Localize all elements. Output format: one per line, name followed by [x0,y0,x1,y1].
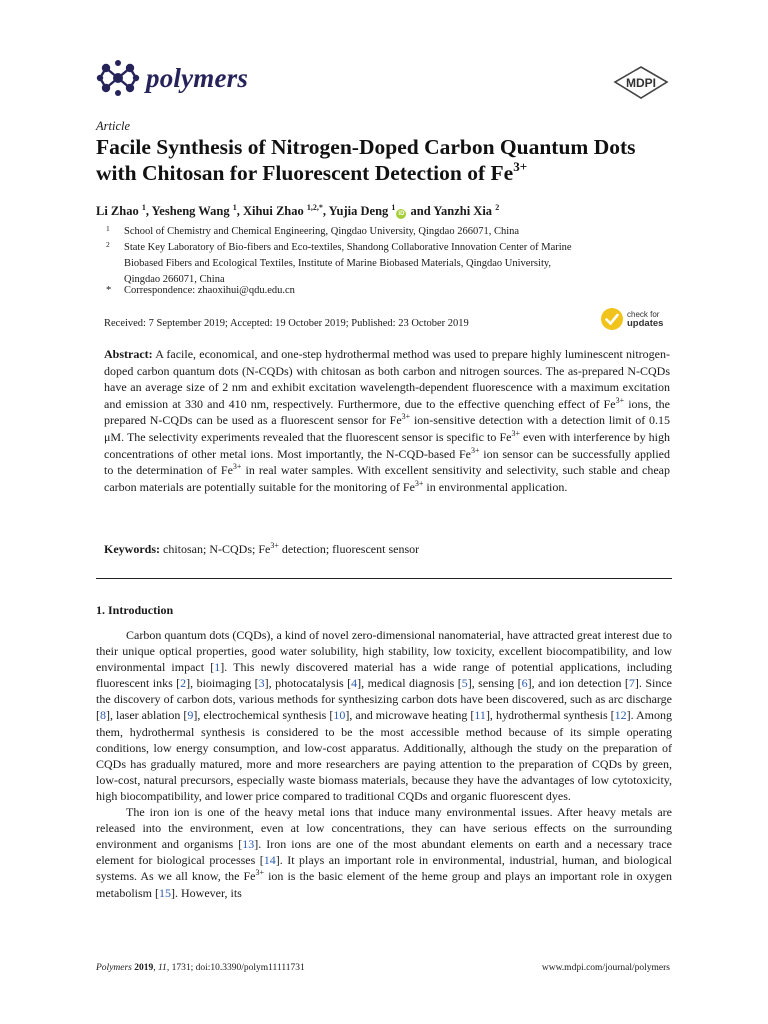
title-superscript: 3+ [513,159,528,174]
footer-volume: 11 [158,963,167,973]
text-run: in real water samples. With excellent sensitivity and selectivity, such stable and cheap carbon materials are potentially suitable for the monitoring of Fe [104,463,670,494]
affiliation-number: 1 [106,224,110,233]
text-run: ion-sensitive detection with a detection limit of 0.15 μM. The selectivity experiments revealed that the fluorescent sensor is specific to Fe [104,413,670,444]
affiliation-number: 2 [106,240,110,249]
publication-dates: Received: 7 September 2019; Accepted: 19 October 2019; Published: 23 October 2019 [104,318,469,329]
citation-link[interactable]: 2 [180,676,187,691]
text-run: ]. Iron ions are one of the most abundant elements on earth and a necessary trace element for biological processes [ [96,837,672,868]
keywords-body [160,542,419,556]
polymers-logo-icon [96,58,140,98]
check-updates-label [627,310,663,328]
citation-link[interactable]: 11 [474,708,486,723]
citation-link[interactable]: 1 [214,660,221,675]
superscript: 3+ [270,541,279,550]
journal-name: polymers [146,62,249,93]
author-name[interactable]: Li Zhao [96,204,142,218]
text-run: ], and ion detection [ [527,676,629,691]
paragraph [96,804,672,901]
citation-link[interactable]: 12 [614,708,627,723]
author-name[interactable]: Xihui Zhao [242,204,307,218]
affiliation-line: State Key Laboratory of Bio-fibers and Eco-textiles, Shandong Collaborative Innovation Center of Marine [124,242,572,253]
citation-link[interactable]: 10 [333,708,346,723]
superscript: 3+ [615,395,625,405]
citation-link[interactable]: 9 [187,708,194,723]
footer-journal: Polymers [96,963,132,973]
author-separator: , [322,204,329,218]
affiliation-line: Biobased Fibers and Ecological Textiles, Institute of Marine Biobased Materials, Qingdao University, [124,258,552,269]
text-run: ], hydrothermal synthesis [ [485,708,615,723]
article-type: Article [96,119,131,133]
author-affiliation-marker: 1 [141,203,146,212]
author-affiliation-marker: 1,2,* [306,203,323,212]
section-heading: 1. Introduction [96,603,174,617]
affiliation-line[interactable]: Correspondence: zhaoxihui@qdu.edu.cn [124,285,295,296]
affiliation-line: Qingdao 266071, China [124,274,225,285]
abstract-label: Abstract: [104,347,153,361]
footer-journal-url[interactable]: www.mdpi.com/journal/polymers [541,963,670,973]
citation-link[interactable]: 13 [242,837,255,852]
text-run: in environmental application. [423,479,568,494]
citation-link[interactable]: 3 [258,676,265,691]
superscript: 3+ [414,478,424,488]
citation-link[interactable]: 7 [628,676,635,691]
title-text: Facile Synthesis of Nitrogen-Doped Carbon Quantum Dots with Chitosan for Fluorescent Detection of Fe [96,135,636,185]
text-run: A facile, economical, and one-step hydrothermal method was used to prepare highly luminescent nitrogen-doped carbon quantum dots (N-CQDs) with chitosan as both carbon and nitrogen sources. The as-prepared N-CQDs have an average size of 2 nm and exhibit excitation wavelength-dependent fluorescence with a maximum excitation and emission at 330 and 410 nm, respectively. Furthermore, due to the effective quenching effect of Fe [104,347,670,411]
citation-link[interactable]: 14 [263,853,276,868]
text-run: ], electrochemical synthesis [ [193,708,334,723]
author-separator: , [145,204,152,218]
affiliation-text [124,240,674,288]
abstract-body [104,347,670,494]
check-for-updates-button[interactable] [600,307,663,331]
text-run: ions, the prepared N-CQDs can be used as a fluorescent sensor for Fe [104,396,670,428]
mdpi-logo-icon[interactable] [612,66,670,100]
journal-logo[interactable] [96,58,248,98]
author-separator: , [236,204,243,218]
superscript: 3+ [470,445,480,455]
text-run: The iron ion is one of the heavy metal ions that induce many environmental issues. After heavy metals are released into the environment, even at low concentrations, they can have serious effects on the surrounding environment and organisms [ [96,805,672,852]
introduction-body [96,627,672,901]
superscript: 3+ [255,868,265,878]
text-run: ], and microwave heating [ [345,708,475,723]
citation-link[interactable]: 8 [100,708,106,723]
text-run: ]. This newly discovered material has a wide range of potential applications, including fluorescent inks [ [96,660,673,691]
affiliation-text [124,283,674,299]
affiliation-text [124,224,674,240]
author-affiliation-marker: 1 [391,203,396,212]
text-run: even with interference by high concentrations of other metal ions. Most importantly, the N-CQD-based Fe [104,429,671,461]
author-affiliation-marker: 1 [232,203,237,212]
check-updates-line1: check for [627,310,660,319]
citation-link[interactable]: 15 [159,885,171,900]
article-title [96,134,676,186]
text-run: Carbon quantum dots (CQDs), a kind of novel zero-dimensional nanomaterial, have attracted great interest due to their unique optical properties, good water solubility, high stability, low toxicity, excellent biocompatibility, and low environmental impact [ [96,628,672,675]
text-run: ion sensor can be successfully applied to the determination of Fe [104,446,670,478]
affiliation-line: School of Chemistry and Chemical Engineering, Qingdao University, Qingdao 266071, China [124,226,520,237]
citation-link[interactable]: 4 [351,676,358,691]
keywords [104,542,419,557]
text-run: ], sensing [ [467,676,522,691]
text-run: ], photocatalysis [ [264,676,352,691]
text-run: ], bioimaging [ [186,676,259,691]
text-run: ]. Among them, hydrothermal synthesis is considered to be the most accessible method because of its simple operating conditions, low energy consumption, and low-cost apparatus. Additionally, although the study on the preparation of CQDs has gradually matured, more and more researchers are paying attention to the preparation of CQDs by green, low-cost, natural precursors, especially waste biomass materials, because they have the advantages of low cytotoxicity, high biocompatibility, and lower price compared to traditional CQDs and organic fluorescent dyes. [96,708,672,803]
author-list [96,203,499,219]
check-updates-icon [600,307,624,331]
affiliation-number: * [106,285,112,296]
text-run: ], laser ablation [ [106,708,188,723]
keywords-label: Keywords: [104,542,160,556]
citation-link[interactable]: 5 [461,676,468,691]
author-name[interactable]: Yujia Deng [328,204,392,218]
footer-year: 2019 [134,963,154,973]
author-name[interactable]: Yesheng Wang [151,204,233,218]
superscript: 3+ [511,428,520,438]
text-run: ]. It plays an important role in environmental, industrial, human, and biological systems. As we all know, the Fe [96,853,672,884]
author-name[interactable]: and Yanzhi Xia [410,204,496,218]
orcid-icon[interactable]: iD [398,211,405,217]
publisher-name: MDPI [626,76,656,90]
text-run: ]. However, its [171,885,242,900]
footer-citation: Polymers 2019, 11, 1731; doi:10.3390/polym11111731 [96,963,305,973]
author-affiliation-marker: 2 [495,203,500,212]
text-run: ], medical diagnosis [ [357,676,462,691]
text-run: detection; fluorescent sensor [278,542,420,556]
superscript: 3+ [401,412,411,422]
citation-link[interactable]: 6 [521,676,528,691]
footer-doi: , 1731; doi:10.3390/polym11111731 [166,963,305,973]
paragraph [96,627,672,804]
divider [96,578,672,579]
abstract [104,346,670,495]
check-updates-line2: updates [627,318,664,329]
text-run: ion is the basic element of the heme group and plays an important role in oxygen metabolism [ [96,869,672,900]
text-run: chitosan; N-CQDs; Fe [160,542,271,556]
superscript: 3+ [232,462,242,472]
text-run: ]. Since the discovery of carbon dots, various methods for synthesizing carbon dots have been discovered, such as arc discharge [ [96,676,672,723]
